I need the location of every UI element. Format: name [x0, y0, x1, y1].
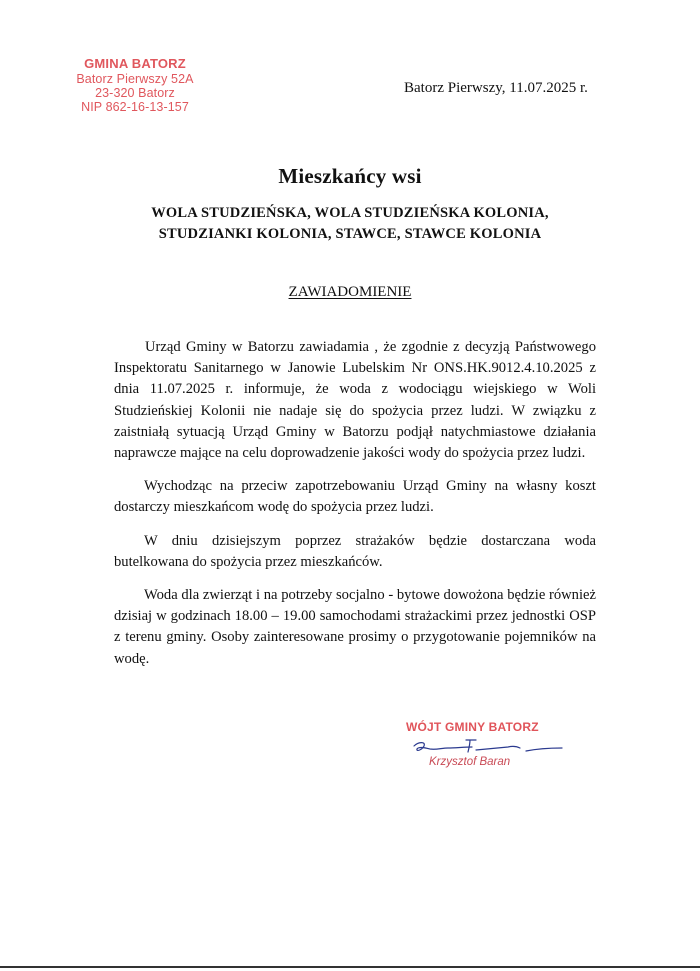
notice-body: [114, 337, 596, 682]
addressee-heading: Mieszkańcy wsi: [278, 164, 422, 188]
paragraph-delivery: Wychodząc na przeciw zapotrzebowaniu Urząd Gminy na własny koszt dostarczy mieszkańcom wodę do spożycia przez ludzi.: [114, 478, 596, 516]
document-title-text: ZAWIADOMIENIE: [288, 284, 412, 300]
stamp-address-line1: Batorz Pierwszy 52A: [76, 72, 194, 86]
stamp-address-line2: 23-320 Batorz: [95, 86, 175, 100]
mayor-stamp-title: WÓJT GMINY BATORZ: [406, 720, 539, 734]
office-stamp: [60, 57, 210, 114]
document-title: [0, 284, 700, 301]
place-and-date: Batorz Pierwszy, 11.07.2025 r.: [404, 80, 588, 96]
paragraph-decision: Urząd Gminy w Batorzu zawiadamia , że zgodnie z decyzją Państwowego Inspektoratu Sanitarnego w Janowie Lubelskim Nr ONS.HK.9012.4.10.2025 z dnia 11.07.2025 r. informuje, że woda z wodociągu wiejskiego w Woli Studzieńskiej Kolonii nie nadaje się do spożycia przez ludzi. W związku z zaistniałą sytuacją Urząd Gminy w Batorzu podjął natychmiastowe działania naprawcze mające na celu doprowadzenie jakości wody do spożycia przez ludzi.: [114, 339, 596, 462]
stamp-nip: NIP 862-16-13-157: [81, 100, 189, 114]
scan-bottom-edge: [0, 966, 700, 968]
mayor-name: Krzysztof Baran: [429, 756, 511, 768]
paragraph-bottled-water: W dniu dzisiejszym poprzez strażaków będzie dostarczana woda butelkowana do spożycia przez mieszkańców.: [114, 532, 596, 570]
villages-line-2: STUDZIANKI KOLONIA, STAWCE, STAWCE KOLONIA: [158, 226, 542, 242]
villages-line-1: WOLA STUDZIEŃSKA, WOLA STUDZIEŃSKA KOLONIA,: [151, 205, 549, 221]
stamp-office-name: GMINA BATORZ: [84, 56, 186, 71]
paragraph-animal-water: Woda dla zwierząt i na potrzeby socjalno - bytowe dowożona będzie również dzisiaj w godzinach 18.00 – 19.00 samochodami strażackimi przez jednostki OSP z terenu gminy. Osoby zainteresowane prosimy o przygotowanie pojemników na wodę.: [114, 587, 596, 667]
